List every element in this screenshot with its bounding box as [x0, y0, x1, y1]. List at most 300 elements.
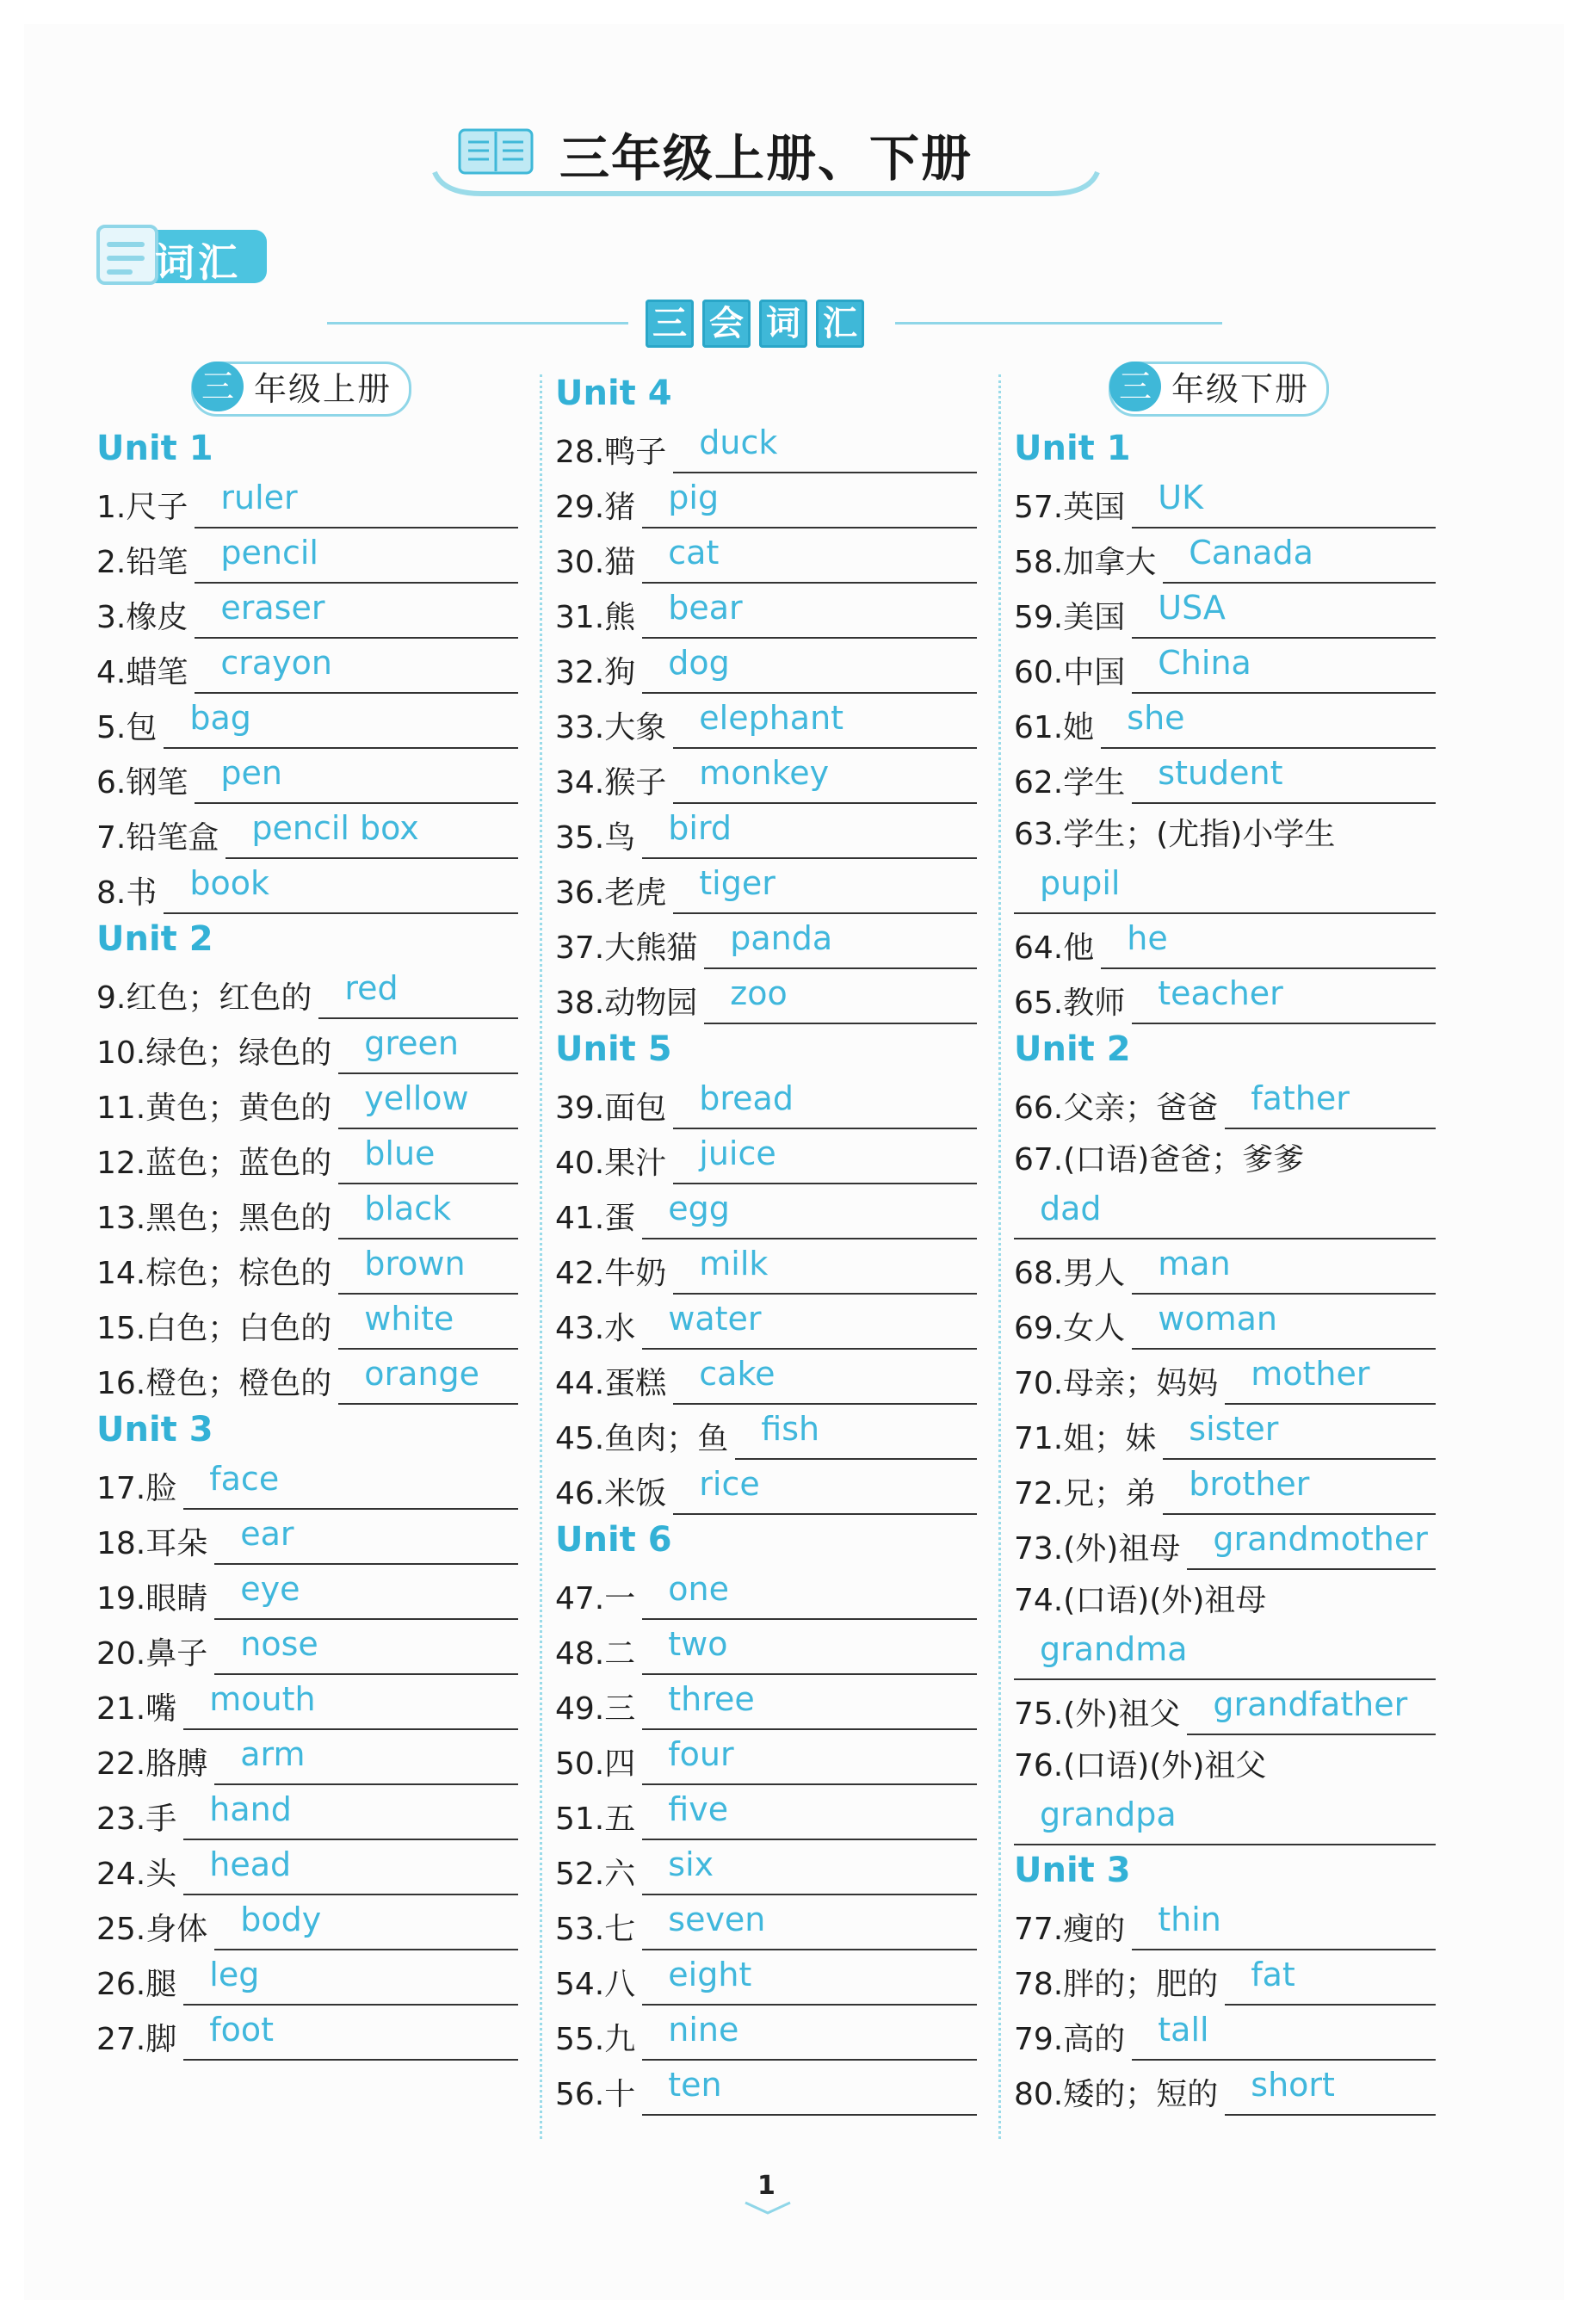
- answer-blank[interactable]: [183, 1680, 518, 1730]
- chinese-term: 13.黑色；黑色的: [96, 1201, 332, 1236]
- chinese-term: 47.一: [555, 1581, 636, 1616]
- vocab-entry: [1014, 694, 1436, 749]
- english-answer: cat: [668, 534, 720, 572]
- answer-blank[interactable]: [673, 423, 977, 473]
- grade-label: [191, 362, 411, 417]
- vocab-entry: [1014, 2061, 1436, 2116]
- vocab-entry: [555, 1239, 977, 1295]
- english-answer: mother: [1251, 1355, 1370, 1393]
- vocab-entry: [555, 969, 977, 1024]
- vocab-entry: [1014, 639, 1436, 694]
- unit-heading: Unit 3: [1014, 1851, 1131, 1890]
- answer-blank[interactable]: [338, 1300, 518, 1350]
- answer-blank[interactable]: [1132, 644, 1436, 694]
- english-answer: grandpa: [1040, 1796, 1177, 1833]
- answer-blank[interactable]: [1132, 974, 1436, 1024]
- answer-blank[interactable]: [195, 589, 518, 639]
- vocab-entry: [1014, 1405, 1436, 1460]
- answer-blank[interactable]: [195, 479, 518, 528]
- chinese-term: 5.包: [96, 710, 158, 745]
- answer-blank[interactable]: [1101, 699, 1436, 749]
- chinese-term: 51.五: [555, 1802, 636, 1837]
- english-answer: hand: [209, 1790, 292, 1828]
- english-answer: eight: [668, 1956, 752, 1993]
- answer-blank[interactable]: [1225, 2066, 1436, 2116]
- answer-blank[interactable]: [183, 1956, 518, 2006]
- vocab-entry: [555, 528, 977, 584]
- subsection-rule-left: [327, 322, 628, 324]
- chinese-term: 64.他: [1014, 930, 1095, 966]
- chinese-term: 56.十: [555, 2077, 636, 2112]
- vocab-entry: [1014, 914, 1436, 969]
- chinese-term: 41.蛋: [555, 1201, 636, 1236]
- unit-heading: Unit 6: [555, 1520, 672, 1560]
- english-answer: brown: [364, 1245, 466, 1283]
- answer-blank[interactable]: [1163, 1465, 1436, 1515]
- answer-blank[interactable]: [1132, 479, 1436, 528]
- vocab-entry: [1014, 1460, 1436, 1515]
- english-answer: leg: [209, 1956, 260, 1993]
- unit-list: [1014, 423, 1436, 2116]
- page-number: 1: [757, 2171, 775, 2201]
- chinese-term: 50.四: [555, 1746, 636, 1782]
- chinese-term: 4.蜡笔: [96, 655, 188, 690]
- english-answer: bag: [189, 699, 251, 737]
- vocab-entry: [96, 1455, 518, 1510]
- english-answer: student: [1158, 754, 1283, 792]
- chinese-term: 10.绿色；绿色的: [96, 1035, 332, 1071]
- chinese-term: 26.腿: [96, 1967, 177, 2002]
- vocab-entry: [555, 1895, 977, 1950]
- chinese-term: 68.男人: [1014, 1256, 1126, 1291]
- vocab-entry: [1014, 1295, 1436, 1350]
- answer-blank[interactable]: [704, 974, 977, 1024]
- grade-label-first-char: 三: [1109, 362, 1161, 411]
- chinese-term: 45.鱼肉；鱼: [555, 1421, 729, 1456]
- answer-blank[interactable]: [318, 969, 518, 1019]
- answer-blank[interactable]: [183, 2011, 518, 2061]
- vocab-entry: [555, 418, 977, 473]
- answer-blank[interactable]: [183, 1460, 518, 1510]
- vocab-entry: [555, 804, 977, 859]
- vocab-entry: [555, 914, 977, 969]
- answer-blank[interactable]: [338, 1024, 518, 1074]
- answer-blank[interactable]: [673, 1134, 977, 1184]
- column-divider: [540, 374, 542, 2139]
- chinese-term: 52.六: [555, 1857, 636, 1892]
- chinese-term: 18.耳朵: [96, 1526, 208, 1561]
- english-answer: white: [364, 1300, 454, 1338]
- answer-blank[interactable]: [183, 1790, 518, 1840]
- vocab-entry: [1014, 804, 1436, 914]
- english-answer: foot: [209, 2011, 275, 2049]
- vocab-entry: [96, 859, 518, 914]
- chinese-term: 24.头: [96, 1857, 177, 1892]
- english-answer: fat: [1251, 1956, 1295, 1993]
- english-answer: one: [668, 1570, 729, 1608]
- answer-blank[interactable]: [673, 864, 977, 914]
- answer-blank[interactable]: [673, 699, 977, 749]
- answer-blank[interactable]: [642, 1901, 977, 1950]
- answer-blank[interactable]: [1014, 1796, 1436, 1845]
- answer-blank[interactable]: [195, 534, 518, 584]
- chinese-term: 59.美国: [1014, 600, 1126, 635]
- english-answer: fish: [761, 1410, 820, 1448]
- answer-blank[interactable]: [164, 699, 518, 749]
- english-answer: man: [1158, 1245, 1231, 1283]
- english-answer: face: [209, 1460, 280, 1498]
- vocab-entry: [96, 1239, 518, 1295]
- vocab-entry: [96, 1074, 518, 1129]
- unit-heading: Unit 2: [96, 919, 213, 959]
- chinese-term: 25.身体: [96, 1912, 208, 1947]
- vocab-entry: [96, 1129, 518, 1184]
- vocab-entry: [1014, 473, 1436, 528]
- vocab-entry: [1014, 584, 1436, 639]
- unit-heading: Unit 5: [555, 1029, 672, 1069]
- vocab-entry: [96, 1620, 518, 1675]
- vocab-entry: [96, 1730, 518, 1785]
- english-answer: four: [668, 1735, 734, 1773]
- answer-blank[interactable]: [1101, 919, 1436, 969]
- chinese-term: 63.学生；(尤指)小学生: [1014, 817, 1336, 852]
- vocab-entry: [555, 1184, 977, 1239]
- unit-list: [96, 423, 518, 2061]
- vocab-entry: [96, 528, 518, 584]
- chinese-term: 14.棕色；棕色的: [96, 1256, 332, 1291]
- english-answer: Canada: [1189, 534, 1313, 572]
- english-answer: bread: [699, 1079, 794, 1117]
- english-answer: rice: [699, 1465, 760, 1503]
- vocab-entry: [96, 1565, 518, 1620]
- chinese-term: 65.教师: [1014, 986, 1126, 1021]
- vocab-entry: [96, 1019, 518, 1074]
- vocab-column-1: [96, 362, 518, 2061]
- answer-blank[interactable]: [673, 1079, 977, 1129]
- unit-list: [555, 368, 977, 2116]
- english-answer: nose: [240, 1625, 318, 1663]
- vocab-entry: [96, 1785, 518, 1840]
- answer-blank[interactable]: [642, 1300, 977, 1350]
- vocab-entry: [96, 1184, 518, 1239]
- vocab-entry: [555, 473, 977, 528]
- english-answer: teacher: [1158, 974, 1283, 1012]
- english-answer: body: [240, 1901, 322, 1938]
- vocab-entry: [1014, 1239, 1436, 1295]
- chinese-term: 54.八: [555, 1967, 636, 2002]
- vocab-entry: [555, 694, 977, 749]
- vocab-entry: [555, 1785, 977, 1840]
- subsection-title: [646, 300, 864, 351]
- chinese-term: 1.尺子: [96, 490, 188, 525]
- english-answer: two: [668, 1625, 728, 1663]
- chinese-term: 35.鸟: [555, 820, 636, 856]
- section-label: 词汇: [155, 239, 241, 286]
- answer-blank[interactable]: [338, 1245, 518, 1295]
- answer-blank[interactable]: [214, 1901, 518, 1950]
- vocab-entry: [96, 1675, 518, 1730]
- answer-blank[interactable]: [338, 1134, 518, 1184]
- answer-blank[interactable]: [214, 1515, 518, 1565]
- answer-blank[interactable]: [673, 1355, 977, 1405]
- vocab-entry: [96, 584, 518, 639]
- answer-blank[interactable]: [642, 809, 977, 859]
- english-answer: juice: [699, 1134, 776, 1172]
- vocab-entry: [555, 2061, 977, 2116]
- vocab-entry: [1014, 969, 1436, 1024]
- vocab-entry: [555, 2006, 977, 2061]
- english-answer: pencil: [220, 534, 318, 572]
- chinese-term: 75.(外)祖父: [1014, 1697, 1181, 1732]
- english-answer: orange: [364, 1355, 480, 1393]
- answer-blank[interactable]: [1132, 2011, 1436, 2061]
- english-answer: grandmother: [1213, 1520, 1428, 1558]
- english-answer: zoo: [730, 974, 788, 1012]
- chinese-term: 60.中国: [1014, 655, 1126, 690]
- answer-blank[interactable]: [642, 1625, 977, 1675]
- vocab-column-3: [1014, 362, 1436, 2116]
- vocab-entry: [96, 473, 518, 528]
- chinese-term: 46.米饭: [555, 1476, 667, 1511]
- answer-blank[interactable]: [226, 809, 518, 859]
- answer-blank[interactable]: [642, 589, 977, 639]
- vocab-entry: [555, 749, 977, 804]
- chinese-term: 48.二: [555, 1636, 636, 1672]
- answer-blank[interactable]: [1132, 1901, 1436, 1950]
- vocab-entry: [96, 804, 518, 859]
- english-answer: six: [668, 1845, 714, 1883]
- english-answer: pupil: [1040, 864, 1121, 902]
- answer-blank[interactable]: [195, 754, 518, 804]
- chinese-term: 31.熊: [555, 600, 636, 635]
- vocab-entry: [96, 1295, 518, 1350]
- vocab-entry: [1014, 749, 1436, 804]
- vocab-entry: [1014, 1074, 1436, 1129]
- answer-blank[interactable]: [1163, 1410, 1436, 1460]
- vocab-entry: [96, 1510, 518, 1565]
- english-answer: grandfather: [1213, 1685, 1408, 1723]
- english-answer: black: [364, 1190, 452, 1227]
- chinese-term: 67.(口语)爸爸；爹爹: [1014, 1142, 1305, 1177]
- vocab-entry: [555, 1460, 977, 1515]
- answer-blank[interactable]: [642, 2066, 977, 2116]
- chinese-term: 11.黄色；黄色的: [96, 1091, 332, 1126]
- chinese-term: 37.大熊猫: [555, 930, 698, 966]
- answer-blank[interactable]: [642, 1956, 977, 2006]
- vocab-entry: [96, 1950, 518, 2006]
- english-answer: duck: [699, 423, 778, 461]
- english-answer: short: [1251, 2066, 1335, 2104]
- column-divider: [998, 374, 1001, 2139]
- english-answer: she: [1127, 699, 1185, 737]
- answer-blank[interactable]: [1187, 1520, 1436, 1570]
- answer-blank[interactable]: [195, 644, 518, 694]
- english-answer: pencil box: [251, 809, 419, 847]
- answer-blank[interactable]: [673, 754, 977, 804]
- answer-blank[interactable]: [1132, 754, 1436, 804]
- chinese-term: 27.脚: [96, 2022, 177, 2057]
- chinese-term: 62.学生: [1014, 765, 1126, 800]
- chinese-term: 7.铅笔盒: [96, 820, 219, 856]
- english-answer: tiger: [699, 864, 775, 902]
- english-answer: green: [364, 1024, 460, 1062]
- answer-blank[interactable]: [1163, 534, 1436, 584]
- answer-blank[interactable]: [642, 644, 977, 694]
- english-answer: blue: [364, 1134, 436, 1172]
- english-answer: egg: [668, 1190, 730, 1227]
- vocab-entry: [1014, 1950, 1436, 2006]
- vocab-entry: [1014, 1515, 1436, 1570]
- english-answer: milk: [699, 1245, 769, 1283]
- vocab-entry: [555, 1675, 977, 1730]
- english-answer: pig: [668, 479, 720, 516]
- answer-blank[interactable]: [1225, 1355, 1436, 1405]
- english-answer: tall: [1158, 2011, 1209, 2049]
- vocab-entry: [555, 1405, 977, 1460]
- vocab-entry: [1014, 1895, 1436, 1950]
- english-answer: red: [344, 969, 399, 1007]
- vocab-entry: [1014, 528, 1436, 584]
- answer-blank[interactable]: [338, 1190, 518, 1239]
- english-answer: eye: [240, 1570, 300, 1608]
- chinese-term: 34.猴子: [555, 765, 667, 800]
- grade-label-text: 年级上册: [254, 370, 392, 408]
- english-answer: USA: [1158, 589, 1226, 627]
- answer-blank[interactable]: [1014, 1190, 1436, 1239]
- english-answer: seven: [668, 1901, 766, 1938]
- subsection-char: 汇: [816, 300, 864, 348]
- answer-blank[interactable]: [338, 1355, 518, 1405]
- vocab-entry: [1014, 2006, 1436, 2061]
- answer-blank[interactable]: [642, 1190, 977, 1239]
- vocab-entry: [96, 1350, 518, 1405]
- answer-blank[interactable]: [673, 1245, 977, 1295]
- chevron-down-icon: [742, 2199, 794, 2216]
- chinese-term: 57.英国: [1014, 490, 1126, 525]
- chinese-term: 80.矮的；短的: [1014, 2077, 1219, 2112]
- answer-blank[interactable]: [338, 1079, 518, 1129]
- answer-blank[interactable]: [214, 1735, 518, 1785]
- chinese-term: 70.母亲；妈妈: [1014, 1366, 1219, 1401]
- subsection-char: 会: [702, 300, 751, 348]
- vocab-entry: [1014, 1680, 1436, 1735]
- chinese-term: 23.手: [96, 1802, 177, 1837]
- chinese-term: 33.大象: [555, 710, 667, 745]
- unit-heading: Unit 1: [96, 429, 213, 468]
- vocab-entry: [555, 1950, 977, 2006]
- chinese-term: 40.果汁: [555, 1146, 667, 1181]
- chinese-term: 28.鸭子: [555, 435, 667, 470]
- answer-blank[interactable]: [642, 534, 977, 584]
- chinese-term: 9.红色；红色的: [96, 980, 312, 1016]
- answer-blank[interactable]: [642, 1790, 977, 1840]
- chinese-term: 76.(口语)(外)祖父: [1014, 1748, 1267, 1783]
- vocab-entry: [96, 749, 518, 804]
- chinese-term: 58.加拿大: [1014, 545, 1157, 580]
- answer-blank[interactable]: [642, 1570, 977, 1620]
- answer-blank[interactable]: [642, 479, 977, 528]
- vocab-entry: [555, 1730, 977, 1785]
- chinese-term: 17.脸: [96, 1471, 177, 1506]
- chinese-term: 43.水: [555, 1311, 636, 1346]
- title-underline: [430, 168, 1102, 202]
- answer-blank[interactable]: [642, 1680, 977, 1730]
- answer-blank[interactable]: [214, 1570, 518, 1620]
- english-answer: ear: [240, 1515, 294, 1553]
- page-title: 三年级上册、下册: [559, 129, 973, 188]
- answer-blank[interactable]: [1225, 1079, 1436, 1129]
- chinese-term: 69.女人: [1014, 1311, 1126, 1346]
- english-answer: grandma: [1040, 1630, 1188, 1668]
- english-answer: water: [668, 1300, 762, 1338]
- subsection-char: 词: [759, 300, 807, 348]
- grade-label-text: 年级下册: [1171, 370, 1310, 408]
- chinese-term: 61.她: [1014, 710, 1095, 745]
- vocab-entry: [555, 1074, 977, 1129]
- english-answer: yellow: [364, 1079, 469, 1117]
- chinese-term: 42.牛奶: [555, 1256, 667, 1291]
- chinese-term: 74.(口语)(外)祖母: [1014, 1583, 1267, 1618]
- answer-blank[interactable]: [1014, 1630, 1436, 1680]
- chinese-term: 29.猪: [555, 490, 636, 525]
- grade-label-first-char: 三: [192, 362, 244, 411]
- answer-blank[interactable]: [735, 1410, 977, 1460]
- english-answer: elephant: [699, 699, 844, 737]
- chinese-term: 39.面包: [555, 1091, 667, 1126]
- chinese-term: 44.蛋糕: [555, 1366, 667, 1401]
- english-answer: thin: [1158, 1901, 1221, 1938]
- chinese-term: 6.钢笔: [96, 765, 188, 800]
- vocab-entry: [555, 1295, 977, 1350]
- english-answer: book: [189, 864, 269, 902]
- vocab-entry: [555, 639, 977, 694]
- vocab-entry: [555, 1129, 977, 1184]
- chinese-term: 32.狗: [555, 655, 636, 690]
- answer-blank[interactable]: [1132, 1245, 1436, 1295]
- vocab-entry: [1014, 1570, 1436, 1680]
- english-answer: monkey: [699, 754, 830, 792]
- vocab-entry: [555, 1840, 977, 1895]
- answer-blank[interactable]: [183, 1845, 518, 1895]
- answer-blank[interactable]: [642, 2011, 977, 2061]
- english-answer: pen: [220, 754, 282, 792]
- answer-blank[interactable]: [1225, 1956, 1436, 2006]
- chinese-term: 79.高的: [1014, 2022, 1126, 2057]
- answer-blank[interactable]: [704, 919, 977, 969]
- vocab-entry: [96, 1840, 518, 1895]
- answer-blank[interactable]: [673, 1465, 977, 1515]
- subsection-char: 三: [646, 300, 694, 348]
- chinese-term: 20.鼻子: [96, 1636, 208, 1672]
- vocab-entry: [555, 1620, 977, 1675]
- answer-blank[interactable]: [1014, 864, 1436, 914]
- english-answer: eraser: [220, 589, 325, 627]
- english-answer: nine: [668, 2011, 739, 2049]
- section-badge: [95, 219, 267, 290]
- answer-blank[interactable]: [642, 1735, 977, 1785]
- answer-blank[interactable]: [1187, 1685, 1436, 1735]
- answer-blank[interactable]: [642, 1845, 977, 1895]
- answer-blank[interactable]: [1132, 1300, 1436, 1350]
- english-answer: UK: [1158, 479, 1203, 516]
- english-answer: bird: [668, 809, 732, 847]
- answer-blank[interactable]: [1132, 589, 1436, 639]
- answer-blank[interactable]: [214, 1625, 518, 1675]
- chinese-term: 78.胖的；肥的: [1014, 1967, 1219, 2002]
- answer-blank[interactable]: [164, 864, 518, 914]
- chinese-term: 8.书: [96, 875, 158, 911]
- title-banner: [430, 116, 1102, 202]
